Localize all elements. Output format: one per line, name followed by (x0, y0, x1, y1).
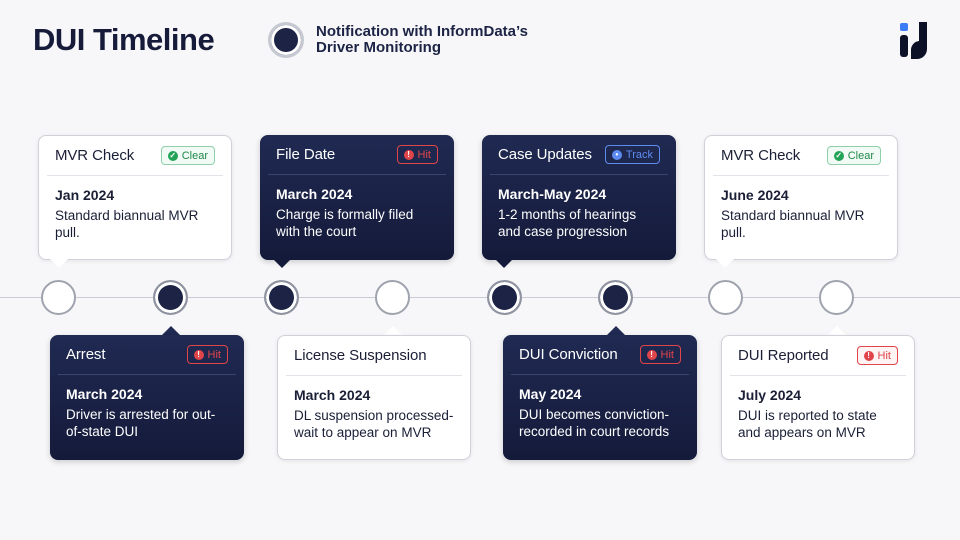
event-description: Standard biannual MVR pull. (55, 208, 199, 240)
timeline-node-mvr-check-jan (41, 280, 76, 315)
card-pointer (273, 259, 291, 268)
timeline-node-mvr-check-june (708, 280, 743, 315)
event-date: March-May 2024 (498, 186, 607, 202)
event-date: March 2024 (276, 186, 353, 202)
event-date: March 2024 (294, 387, 371, 403)
event-date: March 2024 (66, 386, 143, 402)
timeline-node-case-updates (487, 280, 522, 315)
timeline-node-file-date (264, 280, 299, 315)
status-badge: ✓ Clear (161, 146, 215, 165)
event-card-dui-conviction (503, 335, 697, 460)
check-icon: ✓ (835, 150, 843, 160)
event-title: Case Updates (498, 146, 592, 163)
status-badge: ! Hit (187, 345, 228, 364)
event-date: May 2024 (519, 386, 582, 402)
timeline-node-arrest (153, 280, 188, 315)
card-pointer (607, 326, 625, 335)
event-description: DL suspension processed-wait to appear on MVR (294, 408, 454, 440)
event-card-license-suspension (277, 335, 471, 460)
event-card-mvr-check-june (704, 135, 898, 260)
card-pointer (495, 259, 513, 268)
alert-icon: ! (404, 150, 414, 160)
track-icon: • (612, 150, 622, 160)
event-card-file-date (260, 135, 454, 260)
event-description: DUI is reported to state and appears on MVR (738, 408, 877, 440)
status-badge: ! Hit (397, 145, 438, 164)
timeline-node-license-suspension (375, 280, 410, 315)
event-title: MVR Check (721, 147, 801, 164)
event-description: Standard biannual MVR pull. (721, 208, 865, 240)
alert-icon: ! (194, 350, 204, 360)
status-badge: ! Hit (857, 346, 898, 365)
card-pointer (384, 326, 402, 335)
event-title: DUI Conviction (519, 346, 618, 363)
informdata-logo (899, 21, 929, 59)
event-card-arrest (50, 335, 244, 460)
event-description: Driver is arrested for out-of-state DUI (66, 407, 216, 439)
event-date: Jan 2024 (55, 187, 115, 203)
event-description: DUI becomes conviction-recorded in court records (519, 407, 670, 439)
event-card-case-updates (482, 135, 676, 260)
card-pointer (828, 326, 846, 335)
status-badge: ! Hit (640, 345, 681, 364)
status-badge: • Track (605, 145, 660, 164)
card-pointer (716, 259, 734, 268)
legend-label: Notification with InformData’s Driver Monitoring (316, 23, 528, 56)
event-title: License Suspension (294, 347, 427, 364)
event-date: June 2024 (721, 187, 789, 203)
timeline-node-dui-conviction (598, 280, 633, 315)
timeline-axis (0, 297, 960, 298)
card-pointer (50, 259, 68, 268)
event-description: 1-2 months of hearings and case progression (498, 207, 637, 239)
event-title: Arrest (66, 346, 106, 363)
status-badge: ✓ Clear (827, 146, 881, 165)
card-pointer (162, 326, 180, 335)
event-date: July 2024 (738, 387, 802, 403)
event-card-dui-reported (721, 335, 915, 460)
legend-notification-marker (268, 22, 304, 58)
alert-icon: ! (864, 351, 874, 361)
event-title: File Date (276, 146, 336, 163)
alert-icon: ! (647, 350, 657, 360)
event-title: DUI Reported (738, 347, 829, 364)
event-title: MVR Check (55, 147, 135, 164)
page-title: DUI Timeline (33, 22, 215, 57)
check-icon: ✓ (169, 150, 177, 160)
timeline-node-dui-reported (819, 280, 854, 315)
event-description: Charge is formally filed with the court (276, 207, 414, 239)
event-card-mvr-check-jan (38, 135, 232, 260)
